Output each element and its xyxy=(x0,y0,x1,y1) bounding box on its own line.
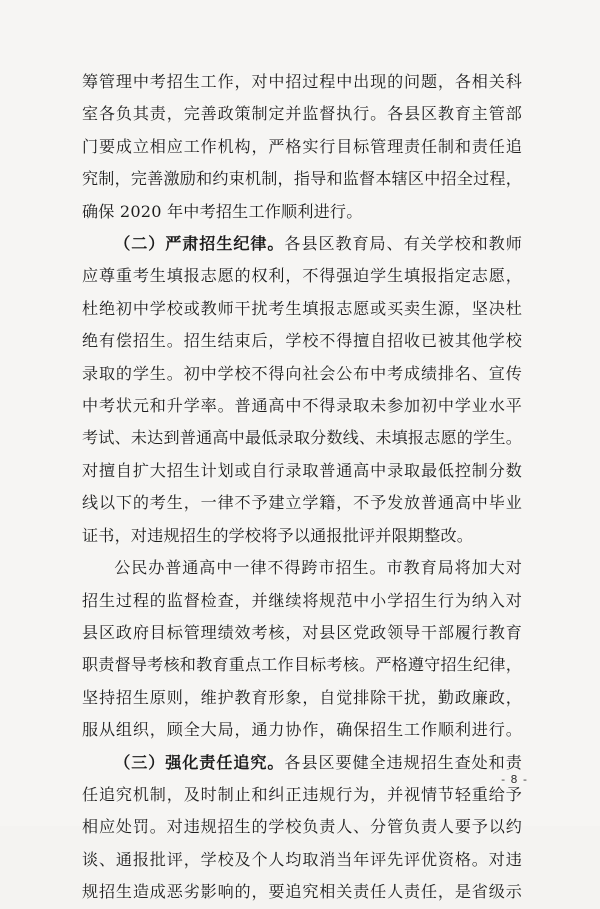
text-line-first xyxy=(82,747,522,779)
text-line: 证书，对违规招生的学校将予以通报批评并限期整改。 xyxy=(82,525,474,545)
text-line: 室各负其责，完善政策制定并监督执行。各县区教育主管部 xyxy=(82,104,522,124)
text-line-first xyxy=(82,228,522,260)
text-line: 筹管理中考招生工作，对中招过程中出现的问题，各相关科 xyxy=(82,72,522,91)
text-line: 招生过程的监督检查，并继续将规范中小学招生行为纳入对 xyxy=(82,590,522,610)
text-line: 门要成立相应工作机构，严格实行目标管理责任制和责任追 xyxy=(82,136,522,156)
text-line-rest: 各县区要健全违规招生查处和责 xyxy=(284,752,523,772)
text-line: 相应处罚。对违规招生的学校负责人、分管负责人要予以约 xyxy=(82,817,522,837)
text-line-first: 公民办普通高中一律不得跨市招生。市教育局将加大对 xyxy=(114,558,522,578)
section-heading-accountability: （三）强化责任追究。 xyxy=(114,752,285,772)
section-heading-discipline: （二）严肃招生纪律。 xyxy=(114,234,285,254)
text-line: 规招生造成恶劣影响的，要追究相关责任人责任，是省级示 xyxy=(82,882,522,902)
text-line: 绝有偿招生。招生结束后，学校不得擅自招收已被其他学校 xyxy=(82,331,522,351)
text-line: 谈、通报批评，学校及个人均取消当年评先评优资格。对违 xyxy=(82,849,522,869)
paragraph-1 xyxy=(82,66,522,228)
text-line: 服从组织，顾全大局，通力协作，确保招生工作顺利进行。 xyxy=(82,720,522,740)
text-line: 坚持招生原则，维护教育形象，自觉排除干扰，勤政廉政， xyxy=(82,687,522,707)
text-line: 县区政府目标管理绩效考核，对县区党政领导干部履行教育 xyxy=(82,622,522,642)
text-line: 线以下的考生，一律不予建立学籍，不予发放普通高中毕业 xyxy=(82,493,522,513)
text-line-rest: 各县区教育局、有关学校和教师 xyxy=(284,234,523,254)
paragraph-2 xyxy=(82,228,522,552)
text-line: 任追究机制，及时制止和纠正违规行为，并视情节轻重给予 xyxy=(82,784,522,804)
text-line: 确保 2020 年中考招生工作顺利进行。 xyxy=(82,201,363,221)
document-body xyxy=(82,66,522,909)
paragraph-4 xyxy=(82,747,522,909)
page-number: - 8 - xyxy=(501,773,528,786)
text-line: 杜绝初中学校或教师干扰考生填报志愿或买卖生源，坚决杜 xyxy=(82,298,522,318)
text-line: 考试、未达到普通高中最低录取分数线、未填报志愿的学生。 xyxy=(82,428,522,448)
text-line: 应尊重考生填报志愿的权利，不得强迫学生填报指定志愿， xyxy=(82,266,522,286)
text-line: 职责督导考核和教育重点工作目标考核。严格遵守招生纪律， xyxy=(82,655,522,675)
text-line: 录取的学生。初中学校不得向社会公布中考成绩排名、宣传 xyxy=(82,363,522,383)
text-line: 对擅自扩大招生计划或自行录取普通高中录取最低控制分数 xyxy=(82,460,522,480)
text-line: 究制，完善激励和约束机制，指导和监督本辖区中招全过程， xyxy=(82,169,522,189)
text-line: 中考状元和升学率。普通高中不得录取未参加初中学业水平 xyxy=(82,396,522,416)
paragraph-3 xyxy=(82,552,522,746)
